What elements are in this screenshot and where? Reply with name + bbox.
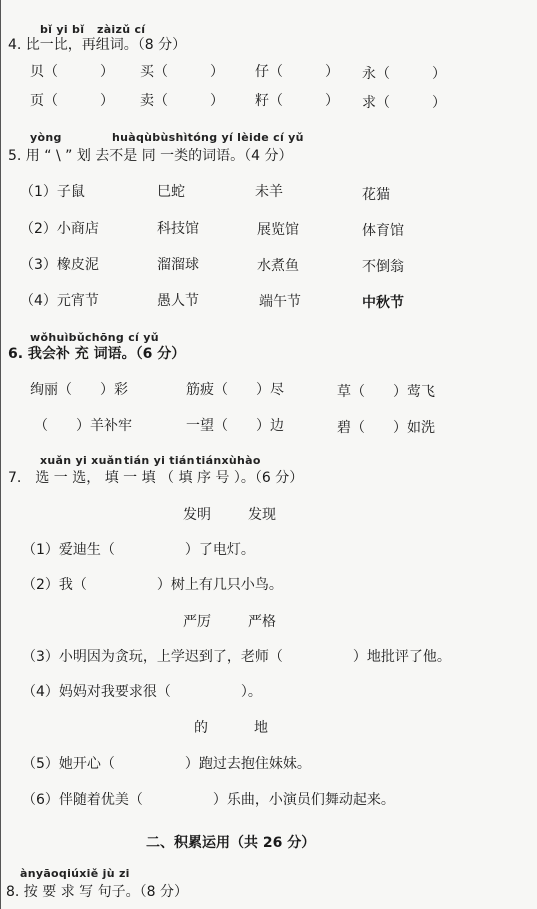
q7-sentence: （6）伴随着优美（ ）乐曲，小演员们舞动起来。 (22, 792, 395, 808)
q7-pinyin-b: tián yi tián (124, 454, 195, 467)
q5-cell: （4）元宵节 (20, 293, 99, 309)
q5-cell: 展览馆 (257, 222, 299, 238)
q5-cell: （3）橡皮泥 (20, 257, 99, 273)
q6-title: 6. 我会补 充 词语。（6 分） (8, 346, 186, 362)
q6-pinyin: wǒhuìbǔchōng cí yǔ (30, 331, 159, 344)
q7-title: 7. 选 一 选， 填 一 填 （ 填 序 号 ）。（6 分） (8, 470, 304, 486)
q4-pinyin-b: zàizǔ cí (97, 23, 146, 36)
q7-option: 的 (194, 720, 208, 736)
q7-pinyin-c: tiánxùhào (196, 454, 261, 467)
q7-sentence: （4）妈妈对我要求很（ ）。 (22, 684, 262, 700)
q8-pinyin: ànyāoqiúxiě jù zi (20, 867, 130, 880)
q7-sentence: （2）我（ ）树上有几只小鸟。 (22, 577, 283, 593)
q6-item: （ ）羊补牢 (34, 418, 132, 434)
q5-cell: 中秋节 (362, 295, 404, 311)
q7-sentence: （3）小明因为贪玩，上学迟到了，老师（ ）地批评了他。 (22, 649, 451, 665)
section-heading: 二、积累运用（共 26 分） (146, 835, 316, 851)
q7-sentence: （5）她开心（ ）跑过去抱住妹妹。 (22, 756, 311, 772)
q4-item: 贝（ ） (30, 64, 114, 80)
q5-cell: 不倒翁 (362, 259, 404, 275)
q4-item: 买（ ） (140, 64, 224, 80)
q4-item: 仔（ ） (255, 64, 339, 80)
q5-cell: （2）小商店 (20, 221, 99, 237)
q4-item: 永（ ） (362, 66, 446, 82)
q6-item: 筋疲（ ）尽 (186, 382, 284, 398)
q4-item: 求（ ） (362, 95, 446, 111)
q6-item: 绚丽（ ）彩 (30, 382, 128, 398)
q5-pinyin-b: huàqùbùshìtóng yí lèide cí yǔ (112, 131, 304, 144)
q4-item: 卖（ ） (140, 93, 224, 109)
q7-option: 严格 (248, 614, 276, 630)
q6-item: 碧（ ）如洗 (337, 420, 435, 436)
q5-cell: 体育馆 (362, 223, 404, 239)
q5-title: 5. 用 “ \ ” 划 去不是 同 一类的词语。（4 分） (8, 148, 293, 164)
q5-cell: 溜溜球 (157, 257, 199, 273)
q5-cell: 花猫 (362, 187, 390, 203)
q7-pinyin-a: xuǎn yi xuǎn (40, 454, 123, 467)
page-edge (0, 0, 1, 909)
q7-option: 严厉 (183, 614, 211, 630)
q6-item: 草（ ）莺飞 (337, 384, 435, 400)
q7-option: 地 (254, 720, 268, 736)
q7-option: 发现 (248, 507, 276, 523)
q4-pinyin-a: bǐ yi bǐ (40, 23, 85, 36)
q5-cell: （1）子鼠 (20, 184, 85, 200)
q5-cell: 水煮鱼 (257, 258, 299, 274)
q5-pinyin-a: yòng (30, 131, 62, 144)
q7-option: 发明 (183, 507, 211, 523)
q4-title: 4. 比一比，再组词。（8 分） (8, 37, 187, 53)
q5-cell: 科技馆 (157, 221, 199, 237)
q5-cell: 巳蛇 (157, 184, 185, 200)
q6-item: 一望（ ）边 (186, 418, 284, 434)
q4-item: 籽（ ） (255, 93, 339, 109)
q5-cell: 端午节 (259, 294, 301, 310)
q5-cell: 未羊 (255, 184, 283, 200)
q8-title: 8. 按 要 求 写 句子。（8 分） (6, 884, 188, 900)
q7-sentence: （1）爱迪生（ ）了电灯。 (22, 542, 255, 558)
q5-cell: 愚人节 (157, 293, 199, 309)
q4-item: 页（ ） (30, 93, 114, 109)
